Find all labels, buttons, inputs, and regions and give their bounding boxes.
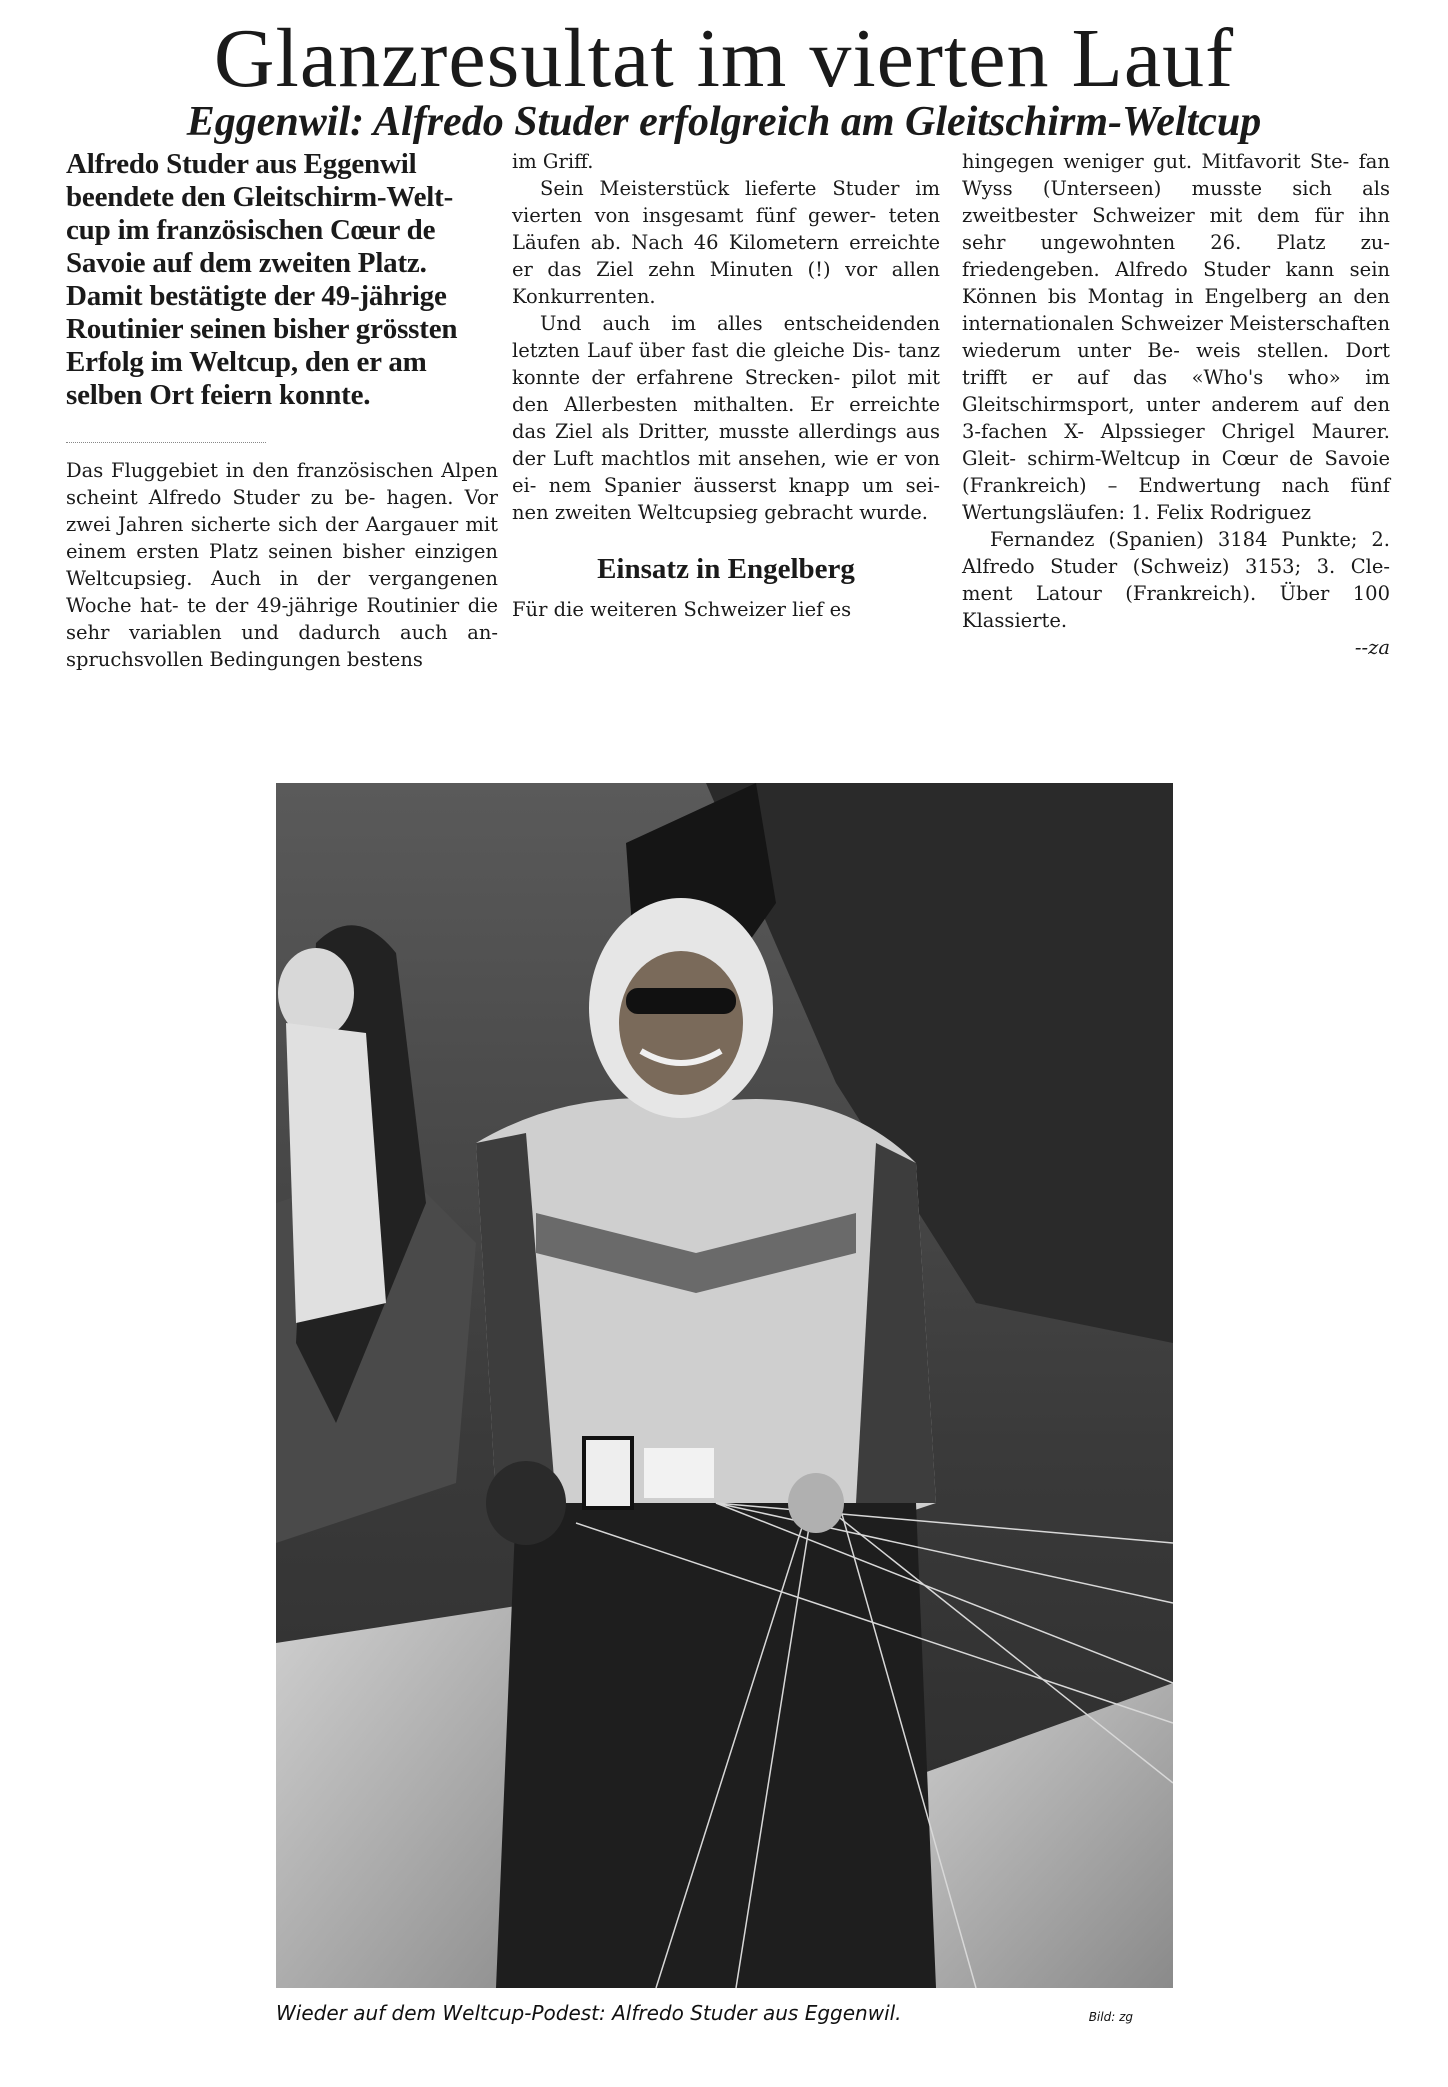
paraglider-photo-illustration <box>276 783 1173 1988</box>
body-paragraph: Für die weiteren Schweizer lief es <box>512 598 852 621</box>
column-3 <box>962 148 1390 661</box>
article-photo <box>276 783 1173 1988</box>
body-paragraph: Und auch im alles entscheidenden letzten Lauf über fast die gleiche Dis- tanz konnte der erfahrene Strecken- pilot mit den Allerbesten mithalten. Er erreichte das Ziel als Dritter, musste allerdings aus der Luft machtlos mit ansehen, wie er von ei- nem Spanier äusserst knapp um sei- nen zweiten Weltcupsieg gebracht wurde. <box>512 312 940 524</box>
body-paragraph: Fernandez (Spanien) 3184 Punkte; 2. Alfredo Studer (Schweiz) 3153; 3. Cle- ment Latour (Frankreich). Über 100 Klassierte. <box>962 528 1390 632</box>
photo-credit: Bild: zg <box>1088 2010 1133 2024</box>
body-paragraph: hingegen weniger gut. Mitfavorit Ste- fan Wyss (Unterseen) musste sich als zweitbester Schweizer mit dem für ihn sehr ungewohnten 26. Platz zu- friedengeben. Alfredo Studer kann sein Können bis Montag in Engelberg an den internationalen Schweizer Meisterschaften wiederum unter Be- weis stellen. Dort trifft er auf das «Who's who» im Gleitschirmsport, unter anderem auf den 3-fachen X- Alpssieger Chrigel Maurer. Gleit- schirm-Weltcup in Cœur de Savoie (Frankreich) – Endwertung nach fünf Wertungsläufen: 1. Felix Rodriguez <box>962 150 1390 524</box>
body-paragraph: im Griff. <box>512 150 594 173</box>
article-lead: Alfredo Studer aus Eggenwil beendete den Gleitschirm-Welt- cup im französischen Cœur de Savoie auf dem zweiten Platz. Damit bestätigte der 49-jährige Routinier seinen bisher grössten Erfolg im Weltcup, den er am selben Ort feiern konnte. <box>66 148 458 411</box>
body-paragraph: Das Fluggebiet in den französischen Alpen scheint Alfredo Studer zu be- hagen. Vor zwei Jahren sicherte sich der Aargauer mit einem ersten Platz seinen bisher einzigen Weltcupsieg. Auch in der vergangenen Woche hat- te der 49-jährige Routinier die sehr variablen und dadurch auch an- spruchsvollen Bedingungen bestens <box>66 459 498 671</box>
article-subhead: Eggenwil: Alfredo Studer erfolgreich am Gleitschirm-Weltcup <box>186 99 1262 145</box>
article-headline: Glanzresultat im vierten Lauf <box>213 12 1235 105</box>
body-paragraph: Sein Meisterstück lieferte Studer im vierten von insgesamt fünf gewer- teten Läufen ab. Nach 46 Kilometern erreichte er das Ziel zehn Minuten (!) vor allen Konkurrenten. <box>512 177 940 308</box>
column-1 <box>66 148 498 673</box>
photo-caption: Wieder auf dem Weltcup-Podest: Alfredo Studer aus Eggenwil. <box>276 2001 902 2025</box>
column-2 <box>512 148 940 623</box>
separator <box>66 442 266 443</box>
section-title: Einsatz in Engelberg <box>597 553 855 585</box>
author-signature: --za <box>1354 636 1390 659</box>
